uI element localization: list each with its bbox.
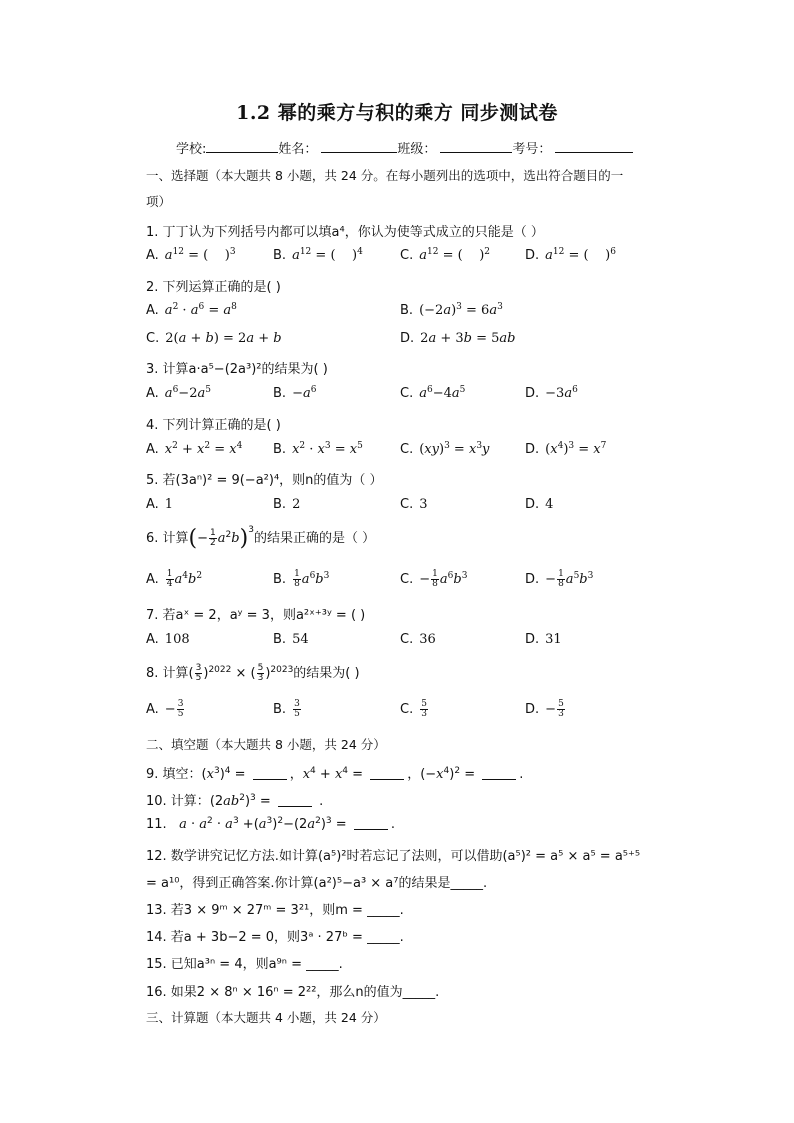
question-12: 12. 数学讲究记忆方法.如计算(a⁵)²时若忘记了法则，可以借助(a⁵)² = a⁵ × a⁵ = a⁵⁺⁵ — [146, 849, 641, 864]
q2-option-d[interactable]: D. 2a + 3b = 5ab — [400, 331, 516, 346]
q5-option-c[interactable]: C. 3 — [400, 497, 428, 512]
question-16: 16. 如果2 × 8ⁿ × 16ⁿ = 2²²，那么n的值为_____. — [146, 985, 440, 1000]
q2-option-c[interactable]: C. 2(a + b) = 2a + b — [146, 331, 282, 346]
option-label: B. — [273, 248, 287, 263]
question-11: 11. $a \cdot a^2 \cdot a^3 +(a^3)^2-(2a^2)^3$ = . — [146, 816, 395, 832]
question-13: 13. 若3 × 9ᵐ × 27ᵐ = 3²¹，则m = _____. — [146, 903, 404, 918]
q6-prefix: 6. 计算 — [146, 531, 189, 546]
q5-option-a[interactable]: A. 1 — [146, 497, 174, 512]
option-value: 31 — [545, 632, 562, 647]
q8-option-b[interactable]: B. $\frac{3}{5}$ — [273, 699, 300, 719]
option-value: 54 — [292, 632, 309, 647]
q6-option-a[interactable]: A. $\frac{1}{4}$ $a^4b^2$ — [146, 569, 203, 589]
q7-option-d[interactable]: D. 31 — [525, 632, 562, 647]
option-label: A. — [146, 248, 159, 263]
q4-option-c[interactable]: C. $(xy)^3 = x^3y$ — [400, 441, 490, 457]
section-1-heading-cont: 项） — [146, 194, 172, 209]
q6-option-d[interactable]: D. − $\frac{1}{8}$ $a^5b^3$ — [525, 569, 594, 589]
q8-suffix: 的结果为( ) — [293, 666, 360, 681]
question-3: 3. 计算a·a⁵−(2a³)²的结果为( ) — [146, 362, 328, 377]
q6-suffix: 的结果正确的是（ ） — [253, 531, 376, 546]
question-9: 9. 填空：$(x^3)^4$ = ，$x^4 + x^4$ = ，$(-x^4)^2$ = . — [146, 766, 524, 782]
option-value: 2 — [292, 497, 301, 512]
question-4: 4. 下列计算正确的是( ) — [146, 418, 281, 433]
q2-option-b[interactable]: B. $(-2a)^3 = 6a^3$ — [400, 302, 503, 318]
q8-option-c[interactable]: C. $\frac{5}{3}$ — [400, 699, 427, 719]
question-5: 5. 若(3aⁿ)² = 9(−a²)⁴，则n的值为（ ） — [146, 473, 383, 488]
q4-option-b[interactable]: B. $x^2 \cdot x^3 = x^5$ — [273, 441, 363, 457]
class-blank[interactable] — [440, 140, 512, 153]
q3-option-c[interactable]: C. $a^6-4a^5$ — [400, 385, 466, 401]
q4-option-a[interactable]: A. $x^2 + x^2 = x^4$ — [146, 441, 243, 457]
section-2-heading: 二、填空题（本大题共 8 小题，共 24 分） — [146, 737, 386, 752]
option-value: 108 — [164, 632, 190, 647]
q10-prefix: 10. 计算： — [146, 794, 210, 809]
option-value: 36 — [419, 632, 436, 647]
school-blank[interactable] — [206, 140, 278, 153]
class-label: 班级： — [397, 142, 437, 157]
school-label: 学校: — [176, 142, 207, 157]
q1-option-c[interactable]: C. $a^{12}$ = ( )$^2$ — [400, 247, 491, 263]
section-3-heading: 三、计算题（本大题共 4 小题，共 24 分） — [146, 1010, 386, 1025]
option-value: 3 — [419, 497, 428, 512]
q1-option-a[interactable]: A. $a^{12}$ = ( )$^3$ — [146, 247, 236, 263]
exam-no-label: 考号： — [512, 142, 552, 157]
option-value: 4 — [545, 497, 554, 512]
student-info-line — [176, 138, 633, 157]
question-8: 8. 计算( $\frac{3}{5}$ )$^{2022}$ × ( $\frac{5}{3}$ )$^{2023}$的结果为( ) — [146, 663, 360, 683]
question-7: 7. 若aˣ = 2，aʸ = 3，则a²ˣ⁺³ʸ = ( ) — [146, 608, 366, 623]
q6-option-c[interactable]: C. − $\frac{1}{8}$ $a^6b^3$ — [400, 569, 468, 589]
q10-blank[interactable] — [278, 795, 312, 807]
q3-option-a[interactable]: A. $a^6-2a^5$ — [146, 385, 211, 401]
question-1: 1. 丁丁认为下列括号内都可以填a⁴，你认为使等式成立的只能是（ ） — [146, 225, 544, 240]
q9-blank-1[interactable] — [253, 768, 287, 780]
option-label: C. — [400, 248, 414, 263]
q3-option-d[interactable]: D. $-3a^6$ — [525, 385, 578, 401]
q1-option-b[interactable]: B. $a^{12}$ = ( )$^4$ — [273, 247, 363, 263]
q9-prefix: 9. 填空： — [146, 767, 202, 782]
q4-option-d[interactable]: D. $(x^4)^3 = x^7$ — [525, 441, 607, 457]
question-12-cont: = a¹⁰，得到正确答案.你计算(a²)⁵−a³ × a⁷的结果是_____. — [146, 876, 488, 891]
name-blank[interactable] — [321, 140, 397, 153]
q5-option-d[interactable]: D. 4 — [525, 497, 554, 512]
page-title: 1.2 幂的乘方与积的乘方 同步测试卷 — [236, 102, 558, 124]
question-14: 14. 若a + 3b−2 = 0，则3ᵃ · 27ᵇ = _____. — [146, 930, 404, 945]
name-label: 姓名： — [278, 142, 318, 157]
q1-option-d[interactable]: D. $a^{12}$ = ( )$^6$ — [525, 247, 616, 263]
option-value: 1 — [164, 497, 174, 512]
q6-option-b[interactable]: B. $\frac{1}{8}$ $a^6b^3$ — [273, 569, 330, 589]
q9-blank-3[interactable] — [482, 768, 516, 780]
exam-no-blank[interactable] — [555, 140, 633, 153]
q8-prefix: 8. 计算 — [146, 666, 189, 681]
q5-option-b[interactable]: B. 2 — [273, 497, 301, 512]
q7-option-b[interactable]: B. 54 — [273, 632, 309, 647]
q11-prefix: 11. — [146, 817, 167, 832]
section-1-heading: 一、选择题（本大题共 8 小题，共 24 分。在每小题列出的选项中，选出符合题目的一 — [146, 168, 624, 183]
q7-option-a[interactable]: A. 108 — [146, 632, 190, 647]
question-6: 6. 计算(− $\frac{1}{2}$ $a^2b)^3$的结果正确的是（ ） — [146, 525, 376, 551]
option-label: D. — [525, 248, 540, 263]
q2-option-a[interactable]: A. $a^2 \cdot a^6 = a^8$ — [146, 302, 237, 318]
q9-blank-2[interactable] — [370, 768, 404, 780]
q7-option-c[interactable]: C. 36 — [400, 632, 436, 647]
q3-option-b[interactable]: B. $-a^6$ — [273, 385, 317, 401]
q8-option-a[interactable]: A. − $\frac{3}{5}$ — [146, 699, 184, 719]
question-15: 15. 已知a³ⁿ = 4，则a⁹ⁿ = _____. — [146, 957, 343, 972]
q11-blank[interactable] — [354, 818, 388, 830]
question-10: 10. 计算：$(2ab^2)^3$ = . — [146, 793, 324, 809]
q8-option-d[interactable]: D. − $\frac{5}{3}$ — [525, 699, 564, 719]
question-2: 2. 下列运算正确的是( ) — [146, 280, 281, 295]
